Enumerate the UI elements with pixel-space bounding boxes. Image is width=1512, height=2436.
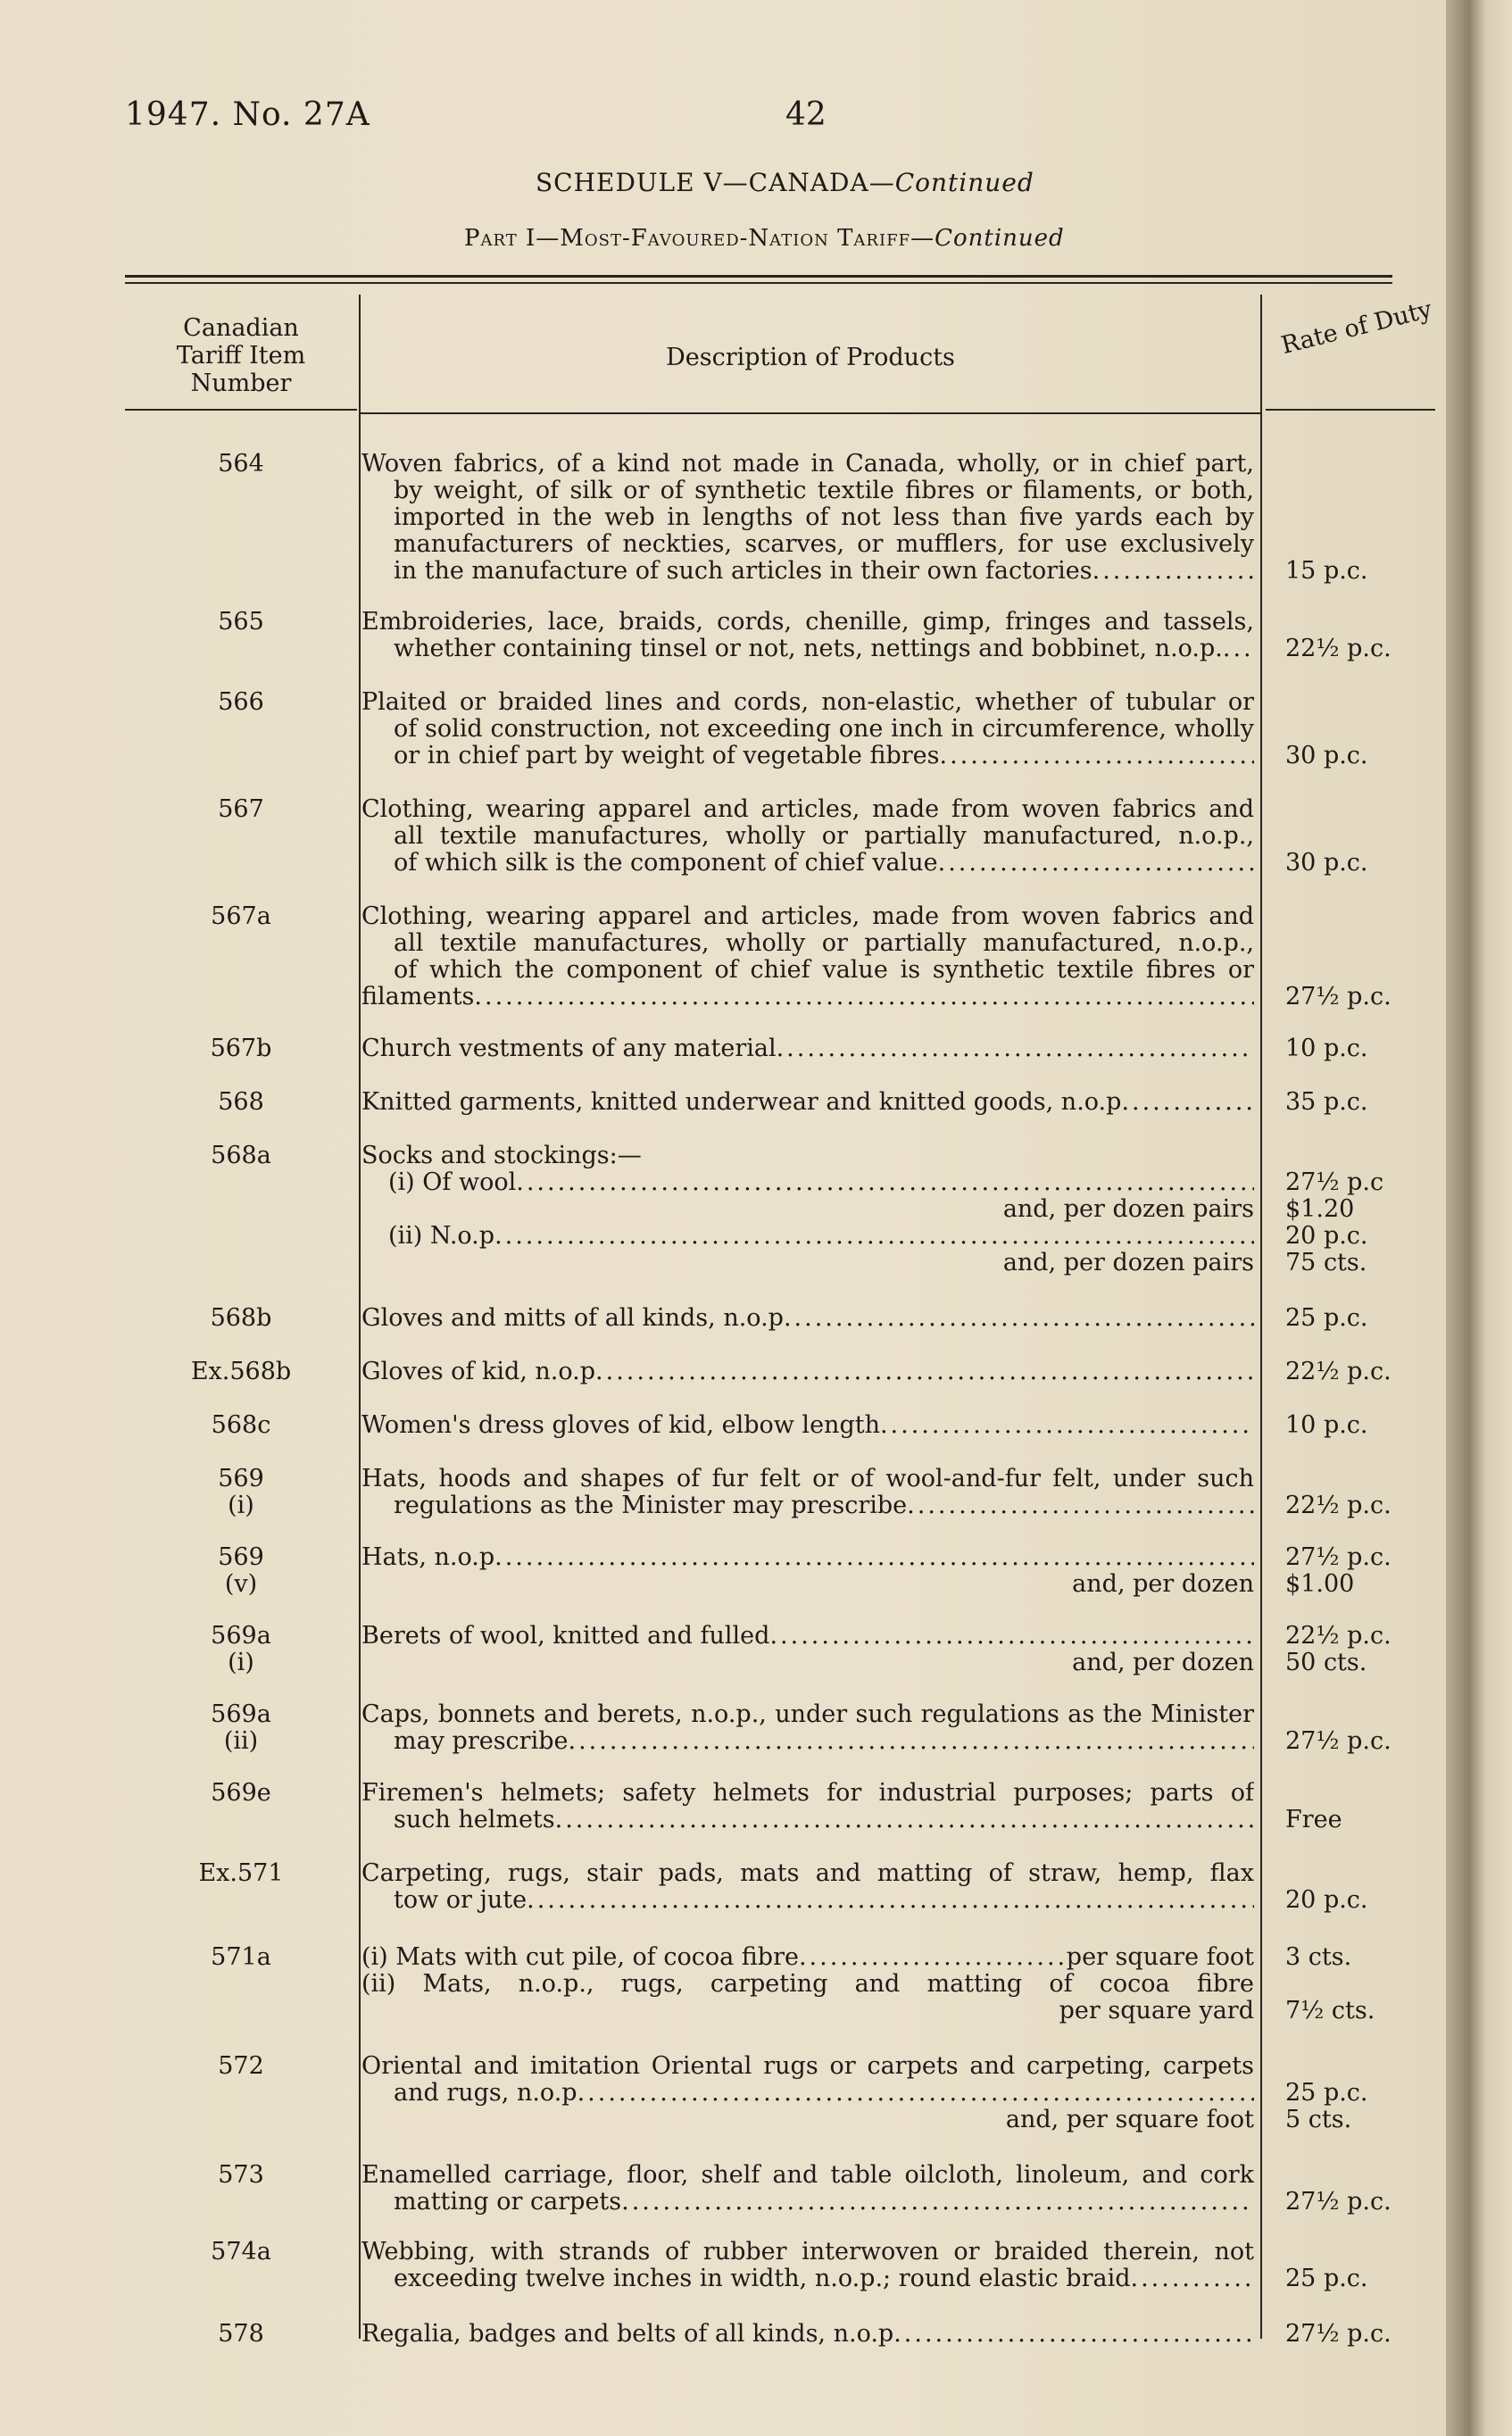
description-text: and, per dozen pairs	[1002, 1250, 1254, 1276]
product-description	[361, 903, 1254, 1010]
rate-value: 20 p.c.	[1285, 1886, 1368, 1914]
rate-value: 25 p.c.	[1285, 1304, 1368, 1332]
description-text: Firemen's helmets; safety helmets for industrial purposes; parts of	[361, 1780, 1254, 1807]
description-text: manufacturers of neckties, scarves, or mufflers, for use exclusively	[394, 531, 1254, 558]
tariff-item-number	[125, 1035, 357, 1062]
dot-leader	[769, 1623, 1254, 1650]
description-text: (ii) N.o.p	[388, 1223, 495, 1250]
rate-value	[1285, 504, 1437, 531]
description-text: of solid construction, not exceeding one inch in circumference, wholly	[394, 716, 1254, 743]
rate-value: 7½ cts.	[1285, 1997, 1375, 2024]
description-text: Gloves of kid, n.o.p	[361, 1359, 596, 1385]
description-line	[361, 558, 1254, 585]
rate-value: 27½ p.c	[1285, 1168, 1384, 1196]
product-description	[361, 1089, 1254, 1116]
rate-value: 3 cts.	[1285, 1943, 1352, 1971]
description-line	[361, 984, 1254, 1010]
dot-leader	[1223, 636, 1254, 662]
tariff-item-number-line: (i)	[228, 1492, 254, 1519]
description-line	[361, 716, 1254, 743]
rate-of-duty	[1285, 2053, 1437, 2133]
rate-value	[1285, 1143, 1437, 1169]
dot-leader	[1131, 2266, 1255, 2292]
description-text: (ii) Mats, n.o.p., rugs, carpeting and matting of cocoa fibre	[361, 1971, 1254, 1998]
rate-value: 27½ p.c.	[1285, 983, 1392, 1010]
header-rule-right	[1266, 409, 1435, 411]
rate-value: 22½ p.c.	[1285, 1358, 1392, 1385]
description-line	[361, 2080, 1254, 2107]
tariff-item-number-line: (v)	[224, 1570, 258, 1598]
column-header-rate: Rate of Duty	[1278, 295, 1435, 360]
description-text: Hats, n.o.p	[361, 1544, 495, 1571]
rate-value	[1285, 957, 1437, 984]
rate-of-duty	[1285, 1701, 1437, 1755]
column-header-item-line2: Tariff Item	[176, 342, 306, 370]
description-line	[361, 1143, 1254, 1169]
dot-leader	[474, 984, 1254, 1010]
tariff-item-number	[125, 451, 357, 478]
description-text: Regalia, badges and belts of all kinds, n.o.p	[361, 2321, 894, 2348]
tariff-item-number	[125, 2239, 357, 2266]
rate-of-duty	[1285, 1359, 1437, 1385]
description-text: or in chief part by weight of vegetable fibres	[394, 743, 940, 769]
tariff-item-number-line: (i)	[228, 1649, 254, 1676]
tariff-item-number	[125, 1701, 357, 1755]
product-description	[361, 1143, 1254, 1276]
description-text: such helmets	[394, 1807, 555, 1833]
tariff-item-number-line: 568a	[211, 1142, 271, 1169]
description-line	[361, 903, 1254, 930]
product-description	[361, 1412, 1254, 1439]
tariff-item-number-line: 566	[218, 688, 264, 716]
rate-value: Free	[1285, 1806, 1342, 1833]
rate-of-duty	[1285, 2321, 1437, 2348]
product-description	[361, 2053, 1254, 2133]
description-line	[361, 1035, 1254, 1062]
description-text: and, per dozen	[1072, 1650, 1254, 1676]
description-text: by weight, of silk or of synthetic textile fibres or filaments, or both,	[394, 478, 1254, 504]
description-line	[361, 1169, 1254, 1196]
schedule-title-italic: Continued	[894, 168, 1034, 197]
description-line	[361, 451, 1254, 478]
description-text: Plaited or braided lines and cords, non-elastic, whether of tubular or	[361, 689, 1254, 716]
rate-value: $1.20	[1285, 1195, 1355, 1223]
rate-value	[1285, 1466, 1437, 1492]
description-text: exceeding twelve inches in width, n.o.p.; round elastic braid	[394, 2266, 1131, 2292]
rate-of-duty	[1285, 1944, 1437, 2024]
tariff-item-number	[125, 1143, 357, 1169]
book-binding-edge	[1446, 0, 1512, 2436]
description-line	[361, 1412, 1254, 1439]
description-line	[361, 796, 1254, 823]
description-text: imported in the web in lengths of not less than five yards each by	[394, 504, 1254, 531]
rate-value: 22½ p.c.	[1285, 1622, 1392, 1650]
description-text: Webbing, with strands of rubber interwoven or braided therein, not	[361, 2239, 1254, 2266]
header-rule-left	[125, 409, 357, 411]
rate-value	[1285, 796, 1437, 823]
tariff-item-number	[125, 1466, 357, 1519]
rate-of-duty	[1285, 609, 1437, 662]
description-text: (i) Mats with cut pile, of cocoa fibre	[361, 1944, 799, 1971]
description-text: (i) Of wool	[388, 1169, 517, 1196]
description-line	[361, 636, 1254, 662]
rate-value: 22½ p.c.	[1285, 635, 1392, 662]
rate-of-duty	[1285, 1035, 1437, 1062]
rate-value	[1285, 1780, 1437, 1807]
description-line	[361, 2053, 1254, 2080]
description-line	[361, 1998, 1254, 2024]
tariff-item-number	[125, 2162, 357, 2189]
rate-value	[1285, 2239, 1437, 2266]
description-line	[361, 1544, 1254, 1571]
rate-value: 30 p.c.	[1285, 742, 1368, 769]
rate-value: 27½ p.c.	[1285, 1727, 1392, 1755]
tariff-item-number-line: Ex.571	[198, 1859, 284, 1887]
tariff-item-number-line: 578	[218, 2320, 264, 2348]
product-description	[361, 1701, 1254, 1755]
product-description	[361, 1944, 1254, 2024]
rate-of-duty	[1285, 1780, 1437, 1833]
dot-leader	[907, 1492, 1254, 1519]
description-text: Enamelled carriage, floor, shelf and table oilcloth, linoleum, and cork	[361, 2162, 1254, 2189]
rate-value	[1285, 903, 1437, 930]
description-text: Woven fabrics, of a kind not made in Canada, wholly, or in chief part,	[361, 451, 1254, 478]
dot-leader	[784, 1305, 1254, 1332]
header-rule-middle	[361, 412, 1260, 414]
rate-of-duty	[1285, 1305, 1437, 1332]
description-line	[361, 2266, 1254, 2292]
description-line	[361, 1223, 1254, 1250]
tariff-item-number-line: 569	[218, 1543, 264, 1571]
tariff-item-number	[125, 2053, 357, 2080]
description-text: Clothing, wearing apparel and articles, made from woven fabrics and	[361, 903, 1254, 930]
column-header-item-line1: Canadian	[183, 314, 299, 342]
description-line	[361, 609, 1254, 636]
description-line	[361, 689, 1254, 716]
description-line	[361, 1971, 1254, 1998]
description-line	[361, 1571, 1254, 1598]
tariff-item-number-line: 564	[218, 450, 264, 478]
dot-leader	[621, 2189, 1254, 2216]
tariff-item-number-line: 569	[218, 1465, 264, 1492]
description-text: regulations as the Minister may prescribe	[394, 1492, 908, 1519]
description-text: and, per dozen	[1072, 1571, 1254, 1598]
column-header-item-line3: Number	[190, 370, 292, 397]
rate-value	[1285, 1860, 1437, 1887]
tariff-item-number-line: 569a	[211, 1622, 271, 1650]
tariff-item-number	[125, 903, 357, 930]
dot-leader	[938, 850, 1254, 877]
tariff-item-number	[125, 1412, 357, 1439]
dot-leader	[527, 1887, 1254, 1914]
rate-value: 25 p.c.	[1285, 2265, 1368, 2292]
product-description	[361, 1466, 1254, 1519]
description-text: Church vestments of any material	[361, 1035, 777, 1062]
rate-value	[1285, 2053, 1437, 2080]
rate-value	[1285, 2162, 1437, 2189]
tariff-item-number-line: 567a	[211, 902, 271, 930]
schedule-title	[536, 168, 1034, 197]
description-text: Oriental and imitation Oriental rugs or carpets and carpeting, carpets	[361, 2053, 1254, 2080]
rate-value: 27½ p.c.	[1285, 2188, 1392, 2216]
description-text: all textile manufactures, wholly or partially manufactured, n.o.p.,	[394, 930, 1254, 957]
dot-leader	[569, 1728, 1255, 1755]
rate-of-duty	[1285, 2162, 1437, 2216]
description-line	[361, 531, 1254, 558]
tariff-item-number-line: 568	[218, 1088, 264, 1116]
rate-value: 10 p.c.	[1285, 1411, 1368, 1439]
tariff-item-number-line: Ex.568b	[190, 1358, 292, 1385]
dot-leader	[494, 1544, 1254, 1571]
tariff-item-number-line: 569a	[211, 1700, 271, 1728]
rate-value	[1285, 716, 1437, 743]
rate-value: 50 cts.	[1285, 1649, 1367, 1676]
tariff-item-number-line: 567b	[210, 1035, 272, 1062]
tariff-item-number	[125, 1623, 357, 1676]
product-description	[361, 689, 1254, 769]
description-line	[361, 1650, 1254, 1676]
rate-of-duty	[1285, 451, 1437, 585]
tariff-item-number	[125, 1359, 357, 1385]
rate-of-duty	[1285, 1623, 1437, 1676]
description-line	[361, 478, 1254, 504]
rate-value	[1285, 823, 1437, 850]
dot-leader	[516, 1169, 1254, 1196]
rate-value: 75 cts.	[1285, 1249, 1367, 1276]
rate-of-duty	[1285, 1860, 1437, 1914]
rate-value: 27½ p.c.	[1285, 1543, 1392, 1571]
dot-leader	[940, 743, 1254, 769]
description-text: matting or carpets	[394, 2189, 622, 2216]
description-text: Carpeting, rugs, stair pads, mats and matting of straw, hemp, flax	[361, 1860, 1254, 1887]
dot-leader	[777, 1035, 1254, 1062]
description-text: and rugs, n.o.p	[394, 2080, 577, 2107]
rate-value	[1285, 451, 1437, 478]
publication-reference: 1947. No. 27A	[125, 96, 370, 133]
product-description	[361, 1305, 1254, 1332]
description-text: filaments	[361, 984, 475, 1010]
description-line	[361, 1887, 1254, 1914]
description-text: tow or jute	[394, 1887, 528, 1914]
description-text: and, per square foot	[1005, 2107, 1254, 2133]
tariff-item-number-line: 568c	[211, 1411, 271, 1439]
description-text: Hats, hoods and shapes of fur felt or of wool-and-fur felt, under such	[361, 1466, 1254, 1492]
rate-of-duty	[1285, 1412, 1437, 1439]
description-line	[361, 1780, 1254, 1807]
tariff-item-number-line: 565	[218, 608, 264, 636]
description-line	[361, 1196, 1254, 1223]
product-description	[361, 2321, 1254, 2348]
tariff-item-number	[125, 796, 357, 823]
description-line	[361, 1701, 1254, 1728]
schedule-title-plain: SCHEDULE V—CANADA—	[536, 168, 895, 197]
tariff-item-number-line: 567	[218, 795, 264, 823]
description-text: and, per dozen pairs	[1002, 1196, 1254, 1223]
rate-value: 25 p.c.	[1285, 2079, 1368, 2107]
tariff-item-number-line: 571a	[211, 1943, 271, 1971]
dot-leader	[893, 2321, 1254, 2348]
column-divider-right	[1260, 295, 1262, 2339]
column-header-item-number	[125, 314, 357, 397]
tariff-item-number	[125, 1860, 357, 1887]
description-text: all textile manufactures, wholly or partially manufactured, n.o.p.,	[394, 823, 1254, 850]
product-description	[361, 1544, 1254, 1598]
part-title-plain: Part I—Most-Favoured-Nation Tariff—	[464, 225, 935, 252]
tariff-item-number-line: 568b	[210, 1304, 272, 1332]
tariff-item-number	[125, 1544, 357, 1598]
column-header-description: Description of Products	[666, 344, 955, 371]
tariff-item-number	[125, 1089, 357, 1116]
description-line	[361, 957, 1254, 984]
tariff-item-number	[125, 609, 357, 636]
rate-value: 22½ p.c.	[1285, 1492, 1392, 1519]
rate-value	[1285, 531, 1437, 558]
product-description	[361, 609, 1254, 662]
description-text: Berets of wool, knitted and fulled	[361, 1623, 770, 1650]
part-title	[464, 225, 1065, 252]
description-line	[361, 1623, 1254, 1650]
description-line	[361, 823, 1254, 850]
dot-leader	[494, 1223, 1254, 1250]
product-description	[361, 796, 1254, 877]
description-text: Knitted garments, knitted underwear and knitted goods, n.o.p	[361, 1089, 1122, 1116]
tariff-item-number-line: (ii)	[223, 1727, 259, 1755]
tariff-item-number-line: 572	[218, 2052, 264, 2080]
dot-leader	[577, 2080, 1254, 2107]
product-description	[361, 1860, 1254, 1914]
rate-value: 20 p.c.	[1285, 1222, 1368, 1250]
description-line	[361, 504, 1254, 531]
rate-value: 30 p.c.	[1285, 849, 1368, 877]
description-text: Gloves and mitts of all kinds, n.o.p	[361, 1305, 784, 1332]
description-text: of which the component of chief value is synthetic textile fibres or	[394, 957, 1254, 984]
product-description	[361, 451, 1254, 585]
description-line	[361, 743, 1254, 769]
page-number: 42	[785, 96, 827, 133]
rate-value	[1285, 609, 1437, 636]
description-line	[361, 1944, 1254, 1971]
product-description	[361, 1623, 1254, 1676]
description-text: Clothing, wearing apparel and articles, made from woven fabrics and	[361, 796, 1254, 823]
description-text: Embroideries, lace, braids, cords, chenille, gimp, fringes and tassels,	[361, 609, 1254, 636]
top-rule-inner	[125, 282, 1392, 284]
tariff-item-number-line: 573	[218, 2161, 264, 2189]
description-line	[361, 1250, 1254, 1276]
dot-leader	[1121, 1089, 1254, 1116]
rate-value: 27½ p.c.	[1285, 2320, 1392, 2348]
dot-leader	[555, 1807, 1254, 1833]
rate-value: $1.00	[1285, 1570, 1355, 1598]
product-description	[361, 2239, 1254, 2292]
description-line	[361, 850, 1254, 877]
dot-leader	[595, 1359, 1254, 1385]
description-text: Caps, bonnets and berets, n.o.p., under such regulations as the Minister	[361, 1701, 1254, 1728]
dot-leader	[880, 1412, 1254, 1439]
description-line	[361, 1807, 1254, 1833]
rate-value: 10 p.c.	[1285, 1035, 1368, 1062]
description-text: of which silk is the component of chief value	[394, 850, 938, 877]
description-line	[361, 1728, 1254, 1755]
rate-value	[1285, 1971, 1437, 1998]
description-text: Women's dress gloves of kid, elbow length	[361, 1412, 880, 1439]
product-description	[361, 1359, 1254, 1385]
rate-of-duty	[1285, 1089, 1437, 1116]
description-line	[361, 2107, 1254, 2133]
dot-leader	[1092, 558, 1254, 585]
description-line	[361, 2162, 1254, 2189]
product-description	[361, 2162, 1254, 2216]
part-title-italic: Continued	[935, 225, 1065, 252]
dot-leader	[799, 1944, 1067, 1971]
rate-of-duty	[1285, 2239, 1437, 2292]
rate-of-duty	[1285, 1466, 1437, 1519]
description-line	[361, 1860, 1254, 1887]
rate-value	[1285, 689, 1437, 716]
rate-value	[1285, 1701, 1437, 1728]
description-line	[361, 1305, 1254, 1332]
unit-suffix: per square foot	[1066, 1944, 1254, 1971]
rate-of-duty	[1285, 689, 1437, 769]
description-text: Socks and stockings:—	[361, 1143, 642, 1169]
tariff-item-number	[125, 1780, 357, 1807]
tariff-item-number	[125, 1944, 357, 1971]
rate-value	[1285, 930, 1437, 957]
tariff-item-number-line: 569e	[211, 1779, 271, 1807]
description-line	[361, 1089, 1254, 1116]
tariff-item-number-line: 574a	[211, 2238, 271, 2266]
description-line	[361, 2189, 1254, 2216]
rate-value: 5 cts.	[1285, 2106, 1352, 2133]
description-line	[361, 2239, 1254, 2266]
description-text: whether containing tinsel or not, nets, nettings and bobbinet, n.o.p.	[394, 636, 1223, 662]
description-line	[361, 1492, 1254, 1519]
description-line	[361, 1466, 1254, 1492]
description-line	[361, 2321, 1254, 2348]
rate-value: 15 p.c.	[1285, 557, 1368, 585]
tariff-item-number	[125, 689, 357, 716]
description-line	[361, 930, 1254, 957]
tariff-item-number	[125, 2321, 357, 2348]
rate-value	[1285, 478, 1437, 504]
rate-of-duty	[1285, 903, 1437, 1010]
rate-of-duty	[1285, 1143, 1437, 1276]
column-divider-left	[359, 295, 361, 2339]
product-description	[361, 1035, 1254, 1062]
description-text: may prescribe	[394, 1728, 569, 1755]
product-description	[361, 1780, 1254, 1833]
description-text: per square yard	[1059, 1998, 1254, 2024]
rate-value: 35 p.c.	[1285, 1088, 1368, 1116]
rate-of-duty	[1285, 796, 1437, 877]
tariff-item-number	[125, 1305, 357, 1332]
top-rule	[125, 275, 1392, 278]
description-text: in the manufacture of such articles in their own factories	[394, 558, 1092, 585]
rate-of-duty	[1285, 1544, 1437, 1598]
description-line	[361, 1359, 1254, 1385]
